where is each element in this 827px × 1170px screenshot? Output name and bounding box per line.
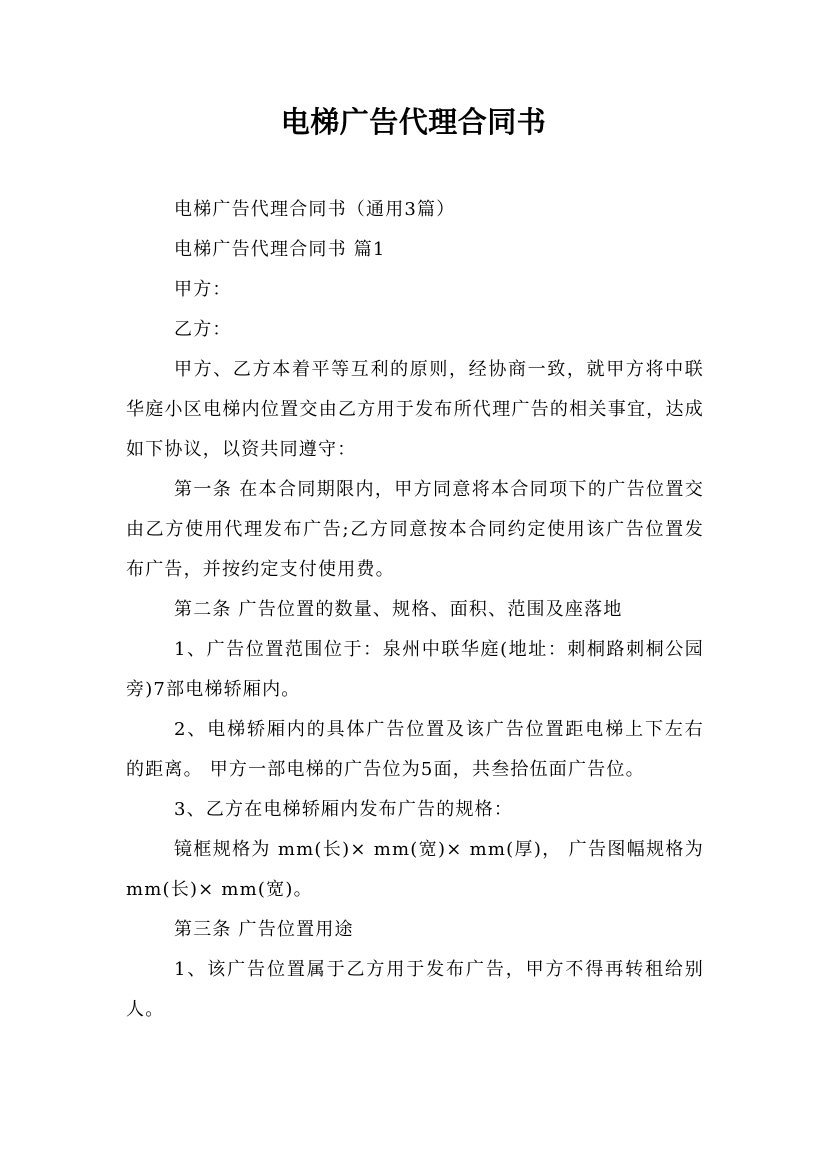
document-title: 电梯广告代理合同书 [280,105,547,139]
paragraph-article-2-item-1: 1、广告位置范围位于：泉州中联华庭(地址：刺桐路刺桐公园旁)7部电梯轿厢内。 [126,639,704,700]
paragraph-article-3-item-1: 1、该广告位置属于乙方用于发布广告，甲方不得再转租给别人。 [126,959,704,1020]
paragraph-article-2-heading: 第二条 广告位置的数量、规格、面积、范围及座落地 [174,599,623,620]
paragraph-preamble: 甲方、乙方本着平等互利的原则，经协商一致，就甲方将中联华庭小区电梯内位置交由乙方用于发布所代理广告的相关事宜，达成如下协议，以资共同遵守： [126,359,704,460]
paragraph-article-1: 第一条 在本合同期限内，甲方同意将本合同项下的广告位置交由乙方使用代理发布广告;乙方同意按本合同约定使用该广告位置发布广告，并按约定支付使用费。 [126,479,704,580]
document-body [126,190,704,1030]
paragraph-article-2-item-3: 3、乙方在电梯轿厢内发布广告的规格： [174,799,514,820]
paragraph-section-heading: 电梯广告代理合同书 篇1 [174,239,386,260]
paragraph-party-a: 甲方： [174,279,232,300]
paragraph-party-b: 乙方： [174,319,232,340]
paragraph-article-3-heading: 第三条 广告位置用途 [174,919,354,940]
paragraph-frame-specs: 镜框规格为 mm(长)× mm(宽)× mm(厚)， 广告图幅规格为 mm(长)× mm(宽)。 [126,839,704,900]
paragraph-doc-subtitle: 电梯广告代理合同书（通用3篇） [174,199,456,220]
paragraph-article-2-item-2: 2、电梯轿厢内的具体广告位置及该广告位置距电梯上下左右的距离。 甲方一部电梯的广告位为5面，共叁拾伍面广告位。 [126,719,704,780]
